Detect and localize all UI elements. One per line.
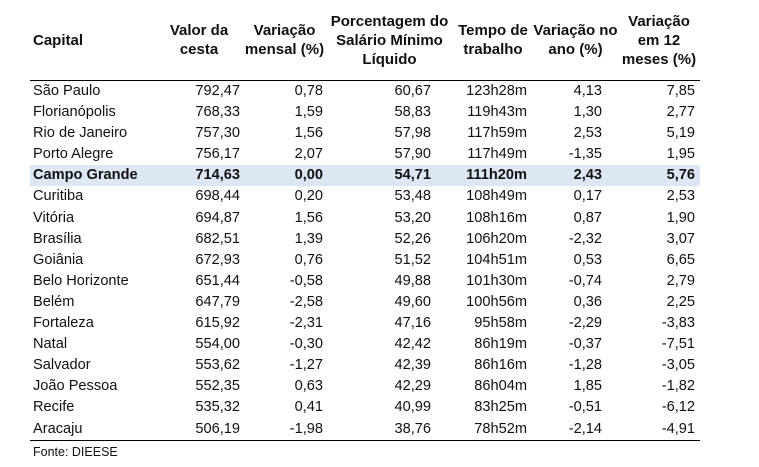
value-cell: 672,93: [195, 251, 240, 268]
value-cell: 104h51m: [466, 251, 527, 268]
value-cell: 53,20: [394, 209, 431, 226]
value-cell: -1,35: [568, 146, 602, 163]
value-cell: -1,28: [568, 357, 602, 374]
value-cell: 2,77: [666, 104, 695, 121]
table-row-highlighted: [30, 165, 700, 186]
value-cell: 0,20: [294, 188, 323, 205]
table-row: [30, 334, 700, 355]
value-cell: 0,17: [573, 188, 602, 205]
value-cell: 47,16: [394, 315, 431, 332]
capital-cell: Goiânia: [33, 251, 84, 268]
value-cell: 52,26: [394, 230, 431, 247]
value-cell: 552,35: [195, 378, 240, 395]
value-cell: -0,74: [568, 272, 602, 289]
capital-cell: Florianópolis: [33, 104, 116, 121]
value-cell: 554,00: [195, 336, 240, 353]
value-cell: 553,62: [195, 357, 240, 374]
value-cell: 615,92: [195, 315, 240, 332]
header-12-month-change: [618, 0, 700, 81]
value-cell: 117h59m: [467, 125, 527, 142]
value-cell: 757,30: [195, 125, 240, 142]
source-note: Fonte: DIEESE: [33, 445, 118, 459]
value-cell: 2,25: [666, 293, 695, 310]
value-cell: -2,58: [289, 293, 323, 310]
capital-cell: Vitória: [33, 209, 75, 226]
capital-cell: Belém: [33, 293, 75, 310]
value-cell: -3,83: [661, 315, 695, 332]
capital-cell: Porto Alegre: [33, 146, 114, 163]
value-cell: 123h28m: [466, 83, 527, 99]
value-cell: 714,63: [155, 165, 243, 186]
value-cell: -7,51: [661, 336, 695, 353]
value-cell: -1,82: [661, 378, 695, 395]
capital-cell: Natal: [33, 336, 68, 353]
value-cell: 7,85: [666, 83, 695, 99]
capital-cell: São Paulo: [33, 83, 101, 99]
capital-cell: Curitiba: [33, 188, 84, 205]
header-12-month-change-text: Variação em 12 meses (%): [621, 12, 697, 68]
value-cell: 53,48: [394, 188, 431, 205]
table-row: [30, 102, 700, 123]
value-cell: -4,91: [661, 420, 695, 437]
table-row: [30, 208, 700, 229]
capital-cell: Belo Horizonte: [33, 272, 129, 289]
value-cell: 0,41: [294, 399, 323, 416]
value-cell: 42,42: [394, 336, 431, 353]
value-cell: 2,43: [533, 165, 618, 186]
table-row: [30, 186, 700, 207]
value-cell: 86h16m: [474, 357, 527, 374]
capital-cell: João Pessoa: [33, 378, 118, 395]
header-work-time-text: Tempo de trabalho: [458, 22, 528, 58]
table-body: [30, 81, 700, 441]
capital-cell: Campo Grande: [30, 165, 155, 186]
value-cell: -2,32: [568, 230, 602, 247]
value-cell: -2,14: [568, 420, 602, 437]
value-cell: 51,52: [394, 251, 431, 268]
value-cell: 101h30m: [466, 272, 527, 289]
header-basket-value: [155, 0, 243, 81]
table-row: [30, 355, 700, 376]
value-cell: 1,30: [573, 104, 602, 121]
value-cell: 54,71: [326, 165, 453, 186]
header-yearly-change-text: Variação no ano (%): [533, 22, 618, 58]
value-cell: 57,90: [394, 146, 431, 163]
value-cell: 2,53: [573, 125, 602, 142]
value-cell: 694,87: [195, 209, 240, 226]
value-cell: 1,90: [666, 209, 695, 226]
value-cell: 1,56: [294, 125, 323, 142]
header-capital: Capital: [33, 31, 84, 49]
value-cell: 42,29: [394, 378, 431, 395]
header-monthly-change-text: Variação mensal (%): [244, 22, 325, 58]
table-row: [30, 229, 700, 250]
value-cell: 4,13: [573, 83, 602, 99]
value-cell: 117h49m: [467, 146, 527, 163]
header-work-time: [453, 0, 533, 81]
header-monthly-change: [243, 0, 326, 81]
header-yearly-change: [533, 0, 618, 81]
value-cell: -2,29: [568, 315, 602, 332]
value-cell: 1,95: [666, 146, 695, 163]
header-min-wage-percentage: [326, 0, 453, 81]
value-cell: 0,00: [243, 165, 326, 186]
value-cell: -3,05: [661, 357, 695, 374]
value-cell: 108h16m: [466, 209, 527, 226]
value-cell: 60,67: [394, 83, 431, 99]
value-cell: 5,19: [666, 125, 695, 142]
value-cell: 49,88: [394, 272, 431, 289]
value-cell: 3,07: [666, 230, 695, 247]
value-cell: 2,53: [666, 188, 695, 205]
value-cell: 108h49m: [466, 188, 527, 205]
table-row: [30, 271, 700, 292]
table-row: [30, 397, 700, 418]
value-cell: 0,63: [294, 378, 323, 395]
table-row: [30, 144, 700, 165]
table-row: [30, 376, 700, 397]
header-basket-value-text: Valor da cesta: [169, 22, 229, 58]
value-cell: -6,12: [661, 399, 695, 416]
capital-cell: Rio de Janeiro: [33, 125, 128, 142]
value-cell: 792,47: [195, 83, 240, 99]
value-cell: 0,76: [294, 251, 323, 268]
value-cell: 1,39: [294, 230, 323, 247]
value-cell: 40,99: [394, 399, 431, 416]
value-cell: 58,83: [394, 104, 431, 121]
value-cell: -0,37: [568, 336, 602, 353]
value-cell: 119h43m: [467, 104, 527, 121]
value-cell: 86h19m: [474, 336, 527, 353]
value-cell: -0,30: [289, 336, 323, 353]
capital-cell: Salvador: [33, 357, 91, 374]
value-cell: 1,85: [573, 378, 602, 395]
value-cell: -0,51: [568, 399, 602, 416]
value-cell: 42,39: [394, 357, 431, 374]
value-cell: 0,87: [573, 209, 602, 226]
value-cell: 2,79: [666, 272, 695, 289]
value-cell: 38,76: [394, 420, 431, 437]
header-min-wage-percentage-text: Porcentagem do Salário Mínimo Líquido: [330, 12, 449, 68]
value-cell: 78h52m: [474, 420, 527, 437]
table-row: [30, 250, 700, 271]
table-row: [30, 292, 700, 313]
capital-cell: Brasília: [33, 230, 82, 247]
value-cell: 83h25m: [474, 399, 527, 416]
capital-cell: Recife: [33, 399, 75, 416]
value-cell: 682,51: [195, 230, 240, 247]
value-cell: 111h20m: [453, 165, 533, 186]
value-cell: 57,98: [394, 125, 431, 142]
value-cell: 0,53: [573, 251, 602, 268]
table-row: [30, 123, 700, 144]
table-row: [30, 313, 700, 334]
value-cell: 100h56m: [466, 293, 527, 310]
basic-food-basket-table: [30, 0, 700, 441]
value-cell: 768,33: [195, 104, 240, 121]
value-cell: 1,56: [294, 209, 323, 226]
table-row: [30, 419, 700, 441]
value-cell: 698,44: [195, 188, 240, 205]
value-cell: 651,44: [195, 272, 240, 289]
value-cell: -0,58: [289, 272, 323, 289]
value-cell: 0,36: [573, 293, 602, 310]
value-cell: 5,76: [618, 165, 700, 186]
value-cell: 647,79: [195, 293, 240, 310]
value-cell: 106h20m: [466, 230, 527, 247]
basic-food-basket-table-container: [30, 0, 700, 441]
header-row: [30, 0, 700, 81]
value-cell: 506,19: [195, 420, 240, 437]
capital-cell: Aracaju: [33, 420, 83, 437]
value-cell: 95h58m: [474, 315, 527, 332]
value-cell: -1,27: [289, 357, 323, 374]
value-cell: 49,60: [394, 293, 431, 310]
capital-cell: Fortaleza: [33, 315, 94, 332]
value-cell: 756,17: [195, 146, 240, 163]
value-cell: 1,59: [294, 104, 323, 121]
value-cell: -1,98: [289, 420, 323, 437]
table-row: [30, 81, 700, 103]
value-cell: 6,65: [666, 251, 695, 268]
value-cell: -2,31: [289, 315, 323, 332]
value-cell: 86h04m: [474, 378, 527, 395]
value-cell: 0,78: [294, 83, 323, 99]
table-header: [30, 0, 700, 81]
value-cell: 535,32: [195, 399, 240, 416]
value-cell: 2,07: [294, 146, 323, 163]
